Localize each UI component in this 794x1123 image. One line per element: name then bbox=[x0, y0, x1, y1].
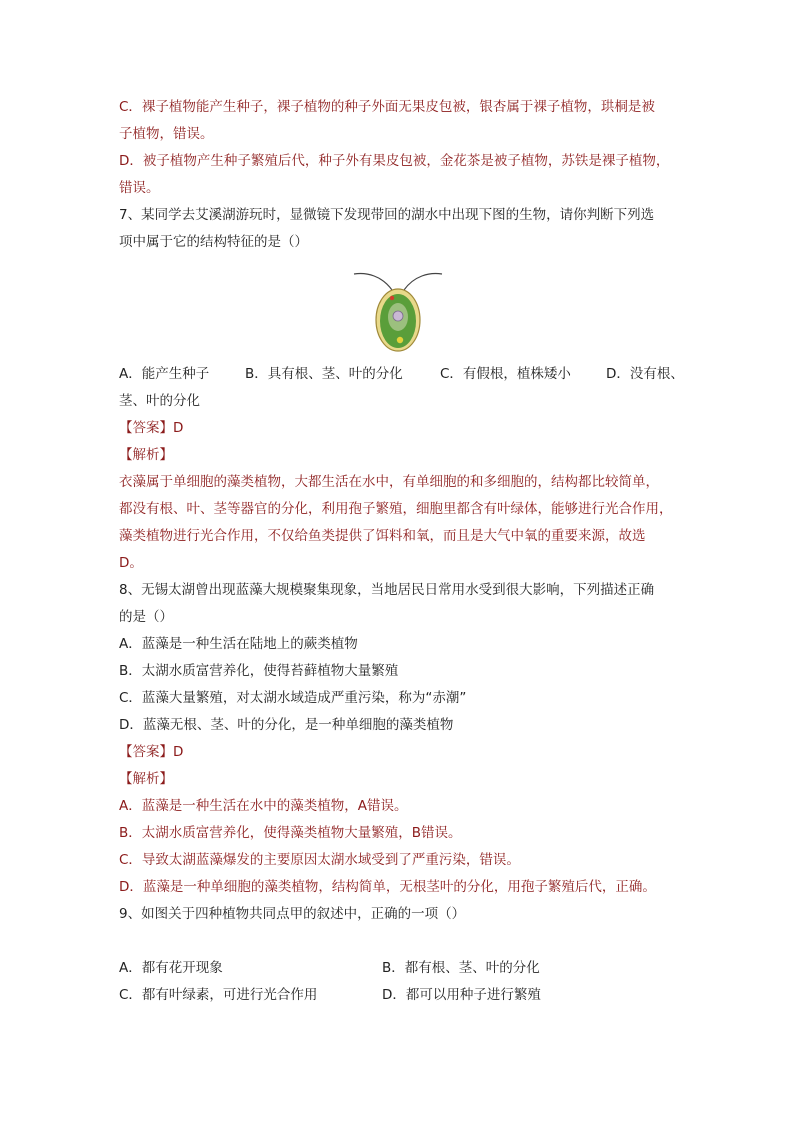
q6-analysis-d-line1: D．被子植物产生种子繁殖后代，种子外有果皮包被，金花茶是被子植物，苏铁是裸子植物， bbox=[119, 153, 670, 169]
q8-option: D．蓝藻无根、茎、叶的分化，是一种单细胞的藻类植物 bbox=[119, 717, 454, 733]
q8-option: B．太湖水质富营养化，使得苔藓植物大量繁殖 bbox=[119, 663, 399, 679]
q6-analysis-c-line2: 子植物，错误。 bbox=[119, 126, 214, 142]
q8-option: A．蓝藻是一种生活在陆地上的蕨类植物 bbox=[119, 636, 358, 652]
q8-stem-line1: 8、无锡太湖曾出现蓝藻大规模聚集现象，当地居民日常用水受到很大影响，下列描述正确 bbox=[119, 582, 655, 598]
q8-stem-line2: 的是（） bbox=[119, 609, 173, 625]
q8-analysis-line: B．太湖水质富营养化，使得藻类植物大量繁殖，B错误。 bbox=[119, 825, 462, 841]
q8-option: C．蓝藻大量繁殖，对太湖水域造成严重污染，称为“赤潮” bbox=[119, 690, 467, 706]
q7-analysis-line: 衣藻属于单细胞的藻类植物，大都生活在水中，有单细胞的和多细胞的，结构都比较简单， bbox=[119, 474, 659, 490]
q7-option-c: C．有假根，植株矮小 bbox=[440, 366, 571, 382]
q8-analysis-line: D．蓝藻是一种单细胞的藻类植物，结构简单，无根茎叶的分化，用孢子繁殖后代，正确。 bbox=[119, 879, 656, 895]
q9-option-b: B．都有根、茎、叶的分化 bbox=[382, 960, 540, 976]
q9-option-c: C．都有叶绿素，可进行光合作用 bbox=[119, 987, 318, 1003]
q7-stem-line2: 项中属于它的结构特征的是（） bbox=[119, 234, 308, 250]
q7-answer: 【答案】D bbox=[119, 420, 184, 436]
q9-option-d: D．都可以用种子进行繁殖 bbox=[382, 987, 541, 1003]
q7-stem-line1: 7、某同学去艾溪湖游玩时，显微镜下发现带回的湖水中出现下图的生物，请你判断下列选 bbox=[119, 207, 655, 223]
q9-stem: 9、如图关于四种植物共同点甲的叙述中，正确的一项（） bbox=[119, 906, 466, 922]
q7-analysis-line: 都没有根、叶、茎等器官的分化，利用孢子繁殖，细胞里都含有叶绿体，能够进行光合作用， bbox=[119, 501, 673, 517]
q7-option-a: A．能产生种子 bbox=[119, 366, 210, 382]
q6-analysis-d-line2: 错误。 bbox=[119, 180, 160, 196]
q7-option-b: B．具有根、茎、叶的分化 bbox=[245, 366, 403, 382]
q7-option-d-cont: 茎、叶的分化 bbox=[119, 393, 200, 409]
q8-answer: 【答案】D bbox=[119, 744, 184, 760]
chlamydomonas-cell-illustration bbox=[352, 268, 444, 354]
q8-analysis-line: C．导致太湖蓝藻爆发的主要原因太湖水域受到了严重污染，错误。 bbox=[119, 852, 520, 868]
q8-analysis-label: 【解析】 bbox=[119, 771, 173, 787]
q9-option-a: A．都有花开现象 bbox=[119, 960, 223, 976]
q7-option-d: D．没有根、 bbox=[606, 366, 684, 382]
q6-analysis-c-line1: C．裸子植物能产生种子，裸子植物的种子外面无果皮包被，银杏属于裸子植物，珙桐是被 bbox=[119, 99, 655, 115]
q7-analysis-line: 藻类植物进行光合作用，不仅给鱼类提供了饵料和氧，而且是大气中氧的重要来源，故选 bbox=[119, 528, 646, 544]
q7-analysis-label: 【解析】 bbox=[119, 447, 173, 463]
q8-analysis-line: A．蓝藻是一种生活在水中的藻类植物，A错误。 bbox=[119, 798, 408, 814]
q7-analysis-line: D。 bbox=[119, 555, 143, 571]
